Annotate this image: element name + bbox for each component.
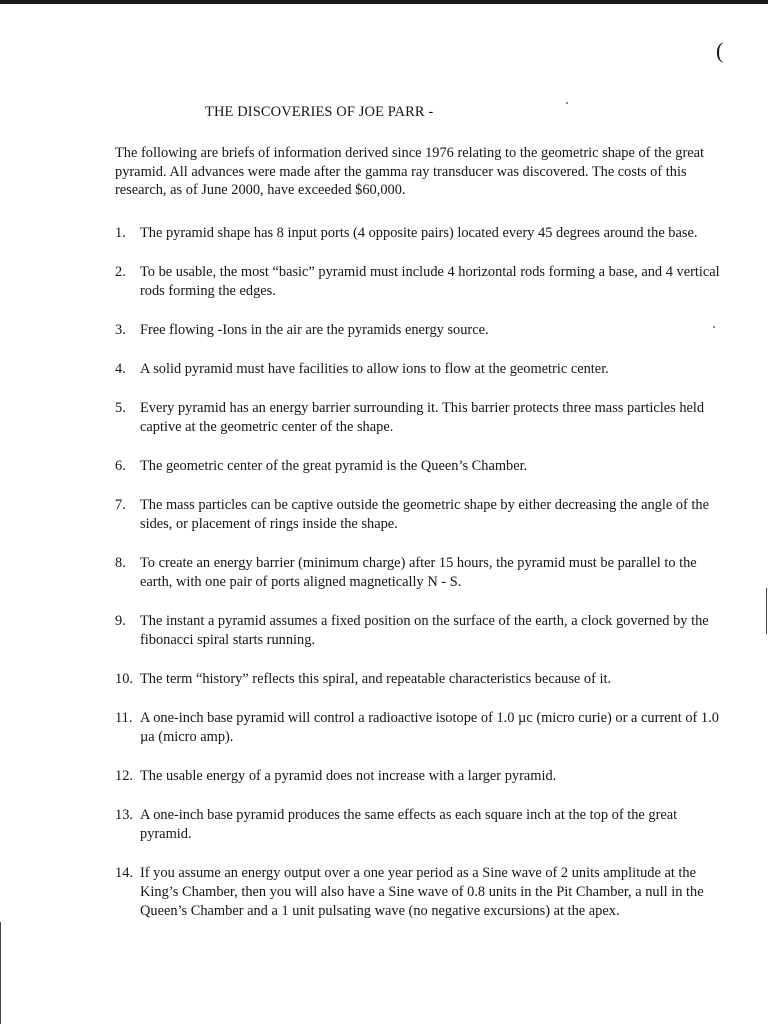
item-number: 1. [115, 225, 126, 241]
item-text: A solid pyramid must have facilities to allow ions to flow at the geometric center. [140, 361, 609, 377]
item-number: 14. [115, 865, 133, 881]
item-text: The usable energy of a pyramid does not increase with a larger pyramid. [140, 768, 557, 784]
item-number: 3. [115, 322, 126, 338]
list-item [115, 612, 725, 650]
item-text: Every pyramid has an energy barrier surrounding it. This barrier protects three mass particles held captive at the geometric center of the shape. [140, 400, 705, 435]
item-text: The geometric center of the great pyramid is the Queen’s Chamber. [140, 458, 528, 474]
item-number: 5. [115, 400, 126, 416]
item-number: 8. [115, 555, 126, 571]
item-text: The mass particles can be captive outside the geometric shape by either decreasing the angle of the sides, or placement of rings inside the shape. [140, 497, 709, 532]
item-number: 10. [115, 671, 133, 687]
scan-top-edge [0, 0, 768, 4]
item-text: Free flowing -Ions in the air are the pyramids energy source. [140, 322, 489, 338]
item-number: 12. [115, 768, 133, 784]
list-item [115, 224, 725, 243]
item-number: 4. [115, 361, 126, 377]
list-item [115, 806, 725, 844]
list-item [115, 496, 725, 534]
item-number: 2. [115, 264, 126, 280]
scan-speck [566, 102, 568, 104]
item-number: 6. [115, 458, 126, 474]
list-item [115, 767, 725, 786]
list-item [115, 709, 725, 747]
item-number: 9. [115, 613, 126, 629]
item-text: A one-inch base pyramid produces the same effects as each square inch at the top of the great pyramid. [140, 807, 678, 842]
item-text: If you assume an energy output over a one year period as a Sine wave of 2 units amplitude at the King’s Chamber, then you will also have a Sine wave of 0.8 units in the Pit Chamber, a null in the Queen’s Chamber and a 1 unit pulsating wave (no negative excursions) at the apex. [140, 865, 704, 919]
list-item [115, 263, 725, 301]
intro-paragraph: The following are briefs of information derived since 1976 relating to the geometric shape of the great pyramid. All advances were made after the gamma ray transducer was discovered. The costs of this research, as of June 2000, have exceeded $60,000. [115, 145, 705, 198]
scan-edge-mark-left [0, 922, 1, 1024]
item-text: To be usable, the most “basic” pyramid must include 4 horizontal rods forming a base, and 4 vertical rods forming the edges. [140, 264, 720, 299]
item-number: 13. [115, 807, 133, 823]
item-text: To create an energy barrier (minimum charge) after 15 hours, the pyramid must be parallel to the earth, with one pair of ports aligned magnetically N - S. [140, 555, 697, 590]
list-item [115, 321, 725, 340]
item-number: 7. [115, 497, 126, 513]
list-item [115, 554, 725, 592]
item-number: 11. [115, 710, 133, 726]
list-item [115, 360, 725, 379]
discoveries-list [115, 224, 725, 941]
item-text: A one-inch base pyramid will control a radioactive isotope of 1.0 µc (micro curie) or a current of 1.0 µa (micro amp). [140, 710, 719, 745]
list-item [115, 864, 725, 921]
scan-edge-mark-right [766, 588, 767, 634]
item-text: The pyramid shape has 8 input ports (4 opposite pairs) located every 45 degrees around the base. [140, 225, 698, 241]
corner-mark: ( [716, 38, 724, 63]
list-item [115, 670, 725, 689]
list-item [115, 399, 725, 437]
item-text: The term “history” reflects this spiral, and repeatable characteristics because of it. [140, 671, 612, 687]
item-text: The instant a pyramid assumes a fixed position on the surface of the earth, a clock governed by the fibonacci spiral starts running. [140, 613, 709, 648]
document-title: THE DISCOVERIES OF JOE PARR - [205, 104, 434, 120]
list-item [115, 457, 725, 476]
